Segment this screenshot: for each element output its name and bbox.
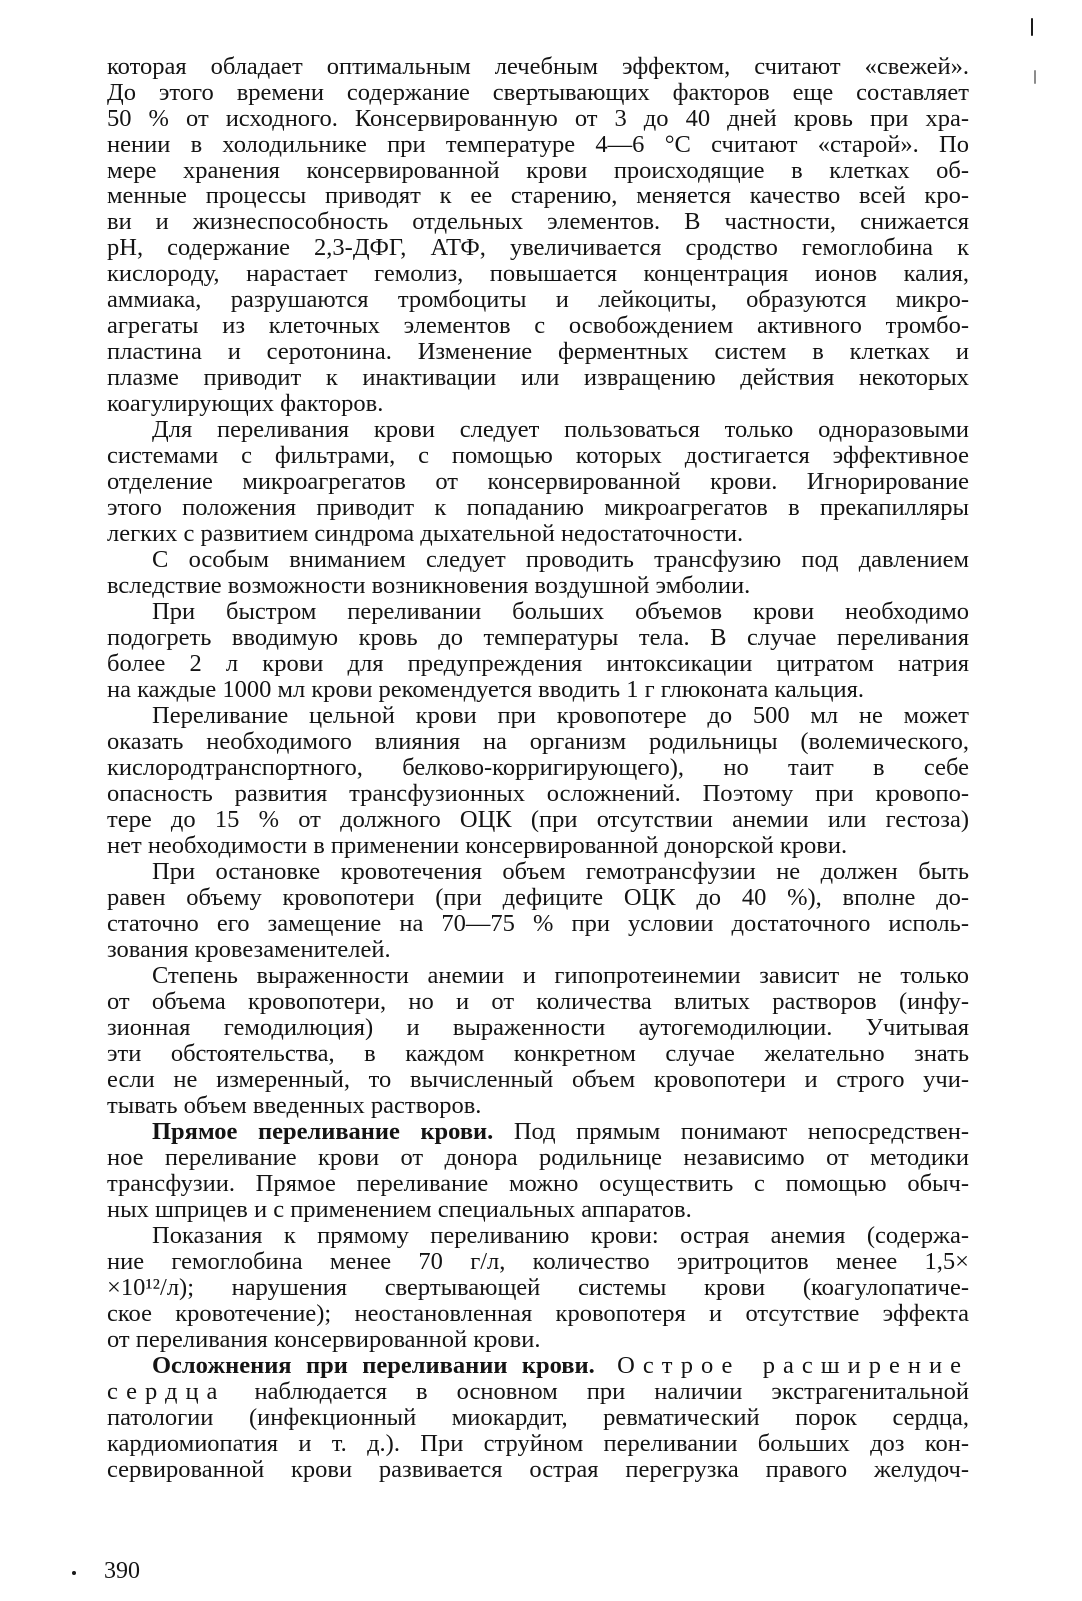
text-line: нении в холодильнике при температуре 4—6 °С считают «старой». По bbox=[107, 131, 969, 158]
text-line bbox=[107, 1353, 969, 1379]
text-line: зионная гемодилюция) и выраженности аутогемодилюции. Учитывая bbox=[107, 1014, 969, 1041]
text-line: мере хранения консервированной крови происходящие в клетках об- bbox=[107, 157, 969, 184]
text-line: При быстром переливании больших объемов крови необходимо bbox=[152, 599, 969, 626]
text-line: ×10¹²/л); нарушения свертывающей системы крови (коагулопатиче- bbox=[107, 1274, 969, 1301]
scan-speck bbox=[1034, 70, 1036, 84]
text-line: ви и жизнеспособность отдельных элементов. В частности, снижается bbox=[107, 209, 969, 236]
page-body bbox=[107, 54, 969, 1483]
text-line: на каждые 1000 мл крови рекомендуется вводить 1 г глюконата кальция. bbox=[107, 676, 865, 703]
text-line: статочно его замещение на 70—75 % при условии достаточного исполь- bbox=[107, 910, 969, 937]
text-line: ское кровотечение); неостановленная кровопотеря и отсутствие эффекта bbox=[107, 1300, 969, 1327]
text-line bbox=[107, 1119, 969, 1145]
paragraph bbox=[107, 417, 969, 546]
text-run: Под прямым понимают непосредствен- bbox=[493, 1119, 969, 1145]
text-line: этого положения приводит к попаданию микроагрегатов в прекапилляры bbox=[107, 494, 969, 521]
text-line: трансфузии. Прямое переливание можно осуществить с помощью обыч- bbox=[107, 1170, 969, 1197]
text-line: кардиомиопатия и т. д.). При струйном переливании больших доз кон- bbox=[107, 1430, 969, 1457]
spaced-term-continued: сердца bbox=[107, 1378, 226, 1405]
scan-speck bbox=[1031, 18, 1033, 36]
text-line: При остановке кровотечения объем гемотрансфузии не должен быть bbox=[152, 859, 969, 885]
text-line: ных шприцев и с применением специальных аппаратов. bbox=[107, 1196, 692, 1223]
text-line: которая обладает оптимальным лечебным эффектом, считают «свежей». bbox=[107, 54, 969, 80]
spaced-term: Острое расширение bbox=[594, 1353, 969, 1379]
text-line: аммиака, разрушаются тромбоциты и лейкоциты, образуются микро- bbox=[107, 287, 969, 313]
paragraph bbox=[107, 963, 969, 1118]
text-line: тере до 15 % от должного ОЦК (при отсутствии анемии или гестоза) bbox=[107, 806, 969, 833]
section-heading: Осложнения при переливании крови. bbox=[152, 1353, 595, 1379]
text-line: кислородтранспортного, белково-корригирующего), но таит в себе bbox=[107, 755, 969, 781]
paragraph bbox=[107, 1119, 969, 1223]
text-line: Степень выраженности анемии и гипопротеинемии зависит не только bbox=[152, 963, 969, 990]
paragraph bbox=[107, 859, 969, 963]
paragraph bbox=[107, 599, 969, 703]
text-line: менные процессы приводят к ее старению, меняется качество всей кро- bbox=[107, 183, 969, 210]
text-line: легких с развитием синдрома дыхательной недостаточности. bbox=[107, 520, 744, 547]
text-line: равен объему кровопотери (при дефиците ОЦК до 40 %), вполне до- bbox=[107, 885, 969, 911]
text-line: Для переливания крови следует пользоваться только одноразовыми bbox=[152, 416, 969, 443]
text-line: До этого времени содержание свертывающих факторов еще составляет bbox=[107, 79, 969, 106]
text-line: ние гемоглобина менее 70 г/л, количество эритроцитов менее 1,5× bbox=[107, 1248, 969, 1275]
paragraph bbox=[107, 703, 969, 858]
page-number: 390 bbox=[104, 1558, 140, 1584]
text-line bbox=[107, 1379, 969, 1405]
text-line: Показания к прямому переливанию крови: острая анемия (содержа- bbox=[152, 1223, 969, 1249]
text-line: опасность развития трансфузионных осложнений. Поэтому при кровопо- bbox=[107, 780, 969, 807]
text-line: ное переливание крови от донора родильнице независимо от методики bbox=[107, 1144, 969, 1171]
paragraph bbox=[107, 54, 969, 416]
text-line: кислороду, нарастает гемолиз, повышается концентрация ионов калия, bbox=[107, 261, 969, 288]
paragraph bbox=[107, 1223, 969, 1352]
text-line: агрегаты из клеточных элементов с освобождением активного тромбо- bbox=[107, 312, 969, 339]
text-line: С особым вниманием следует проводить трансфузию под давлением bbox=[152, 546, 969, 573]
text-line: тывать объем введенных растворов. bbox=[107, 1092, 482, 1119]
text-line: оказать необходимого влияния на организм родильницы (волемического, bbox=[107, 729, 969, 756]
text-line: 50 % от исходного. Консервированную от 3 до 40 дней кровь при хра- bbox=[107, 105, 969, 132]
text-line: пластина и серотонина. Изменение ферментных систем в клетках и bbox=[107, 338, 969, 365]
text-line: отделение микроагрегатов от консервированной крови. Игнорирование bbox=[107, 468, 969, 495]
section-heading: Прямое переливание крови. bbox=[152, 1119, 494, 1145]
scan-speck bbox=[72, 1571, 76, 1575]
text-line: патологии (инфекционный миокардит, ревматический порок сердца, bbox=[107, 1404, 969, 1431]
text-line: сервированной крови развивается острая перегрузка правого желудоч- bbox=[107, 1456, 969, 1483]
text-line: нет необходимости в применении консервированной донорской крови. bbox=[107, 832, 848, 859]
text-line: если не измеренный, то вычисленный объем кровопотери и строго учи- bbox=[107, 1066, 969, 1093]
text-line: эти обстоятельства, в каждом конкретном случае желательно знать bbox=[107, 1040, 969, 1067]
text-line: от переливания консервированной крови. bbox=[107, 1326, 541, 1353]
text-line: вследствие возможности возникновения воздушной эмболии. bbox=[107, 572, 751, 599]
text-line: системами с фильтрами, с помощью которых достигается эффективное bbox=[107, 442, 969, 469]
text-line: плазме приводит к инактивации или извращению действия некоторых bbox=[107, 364, 969, 391]
paragraph bbox=[107, 547, 969, 599]
text-line: более 2 л крови для предупреждения интоксикации цитратом натрия bbox=[107, 650, 969, 677]
text-line: зования кровезаменителей. bbox=[107, 936, 391, 963]
text-line: Переливание цельной крови при кровопотере до 500 мл не может bbox=[152, 703, 969, 730]
text-line: pH, содержание 2,3-ДФГ, АТФ, увеличивается сродство гемоглобина к bbox=[107, 235, 969, 262]
text-run: наблюдается в основном при наличии экстрагенитальной bbox=[225, 1378, 969, 1405]
text-line: от объема кровопотери, но и от количества влитых растворов (инфу- bbox=[107, 989, 969, 1015]
paragraph bbox=[107, 1353, 969, 1482]
text-line: коагулирующих факторов. bbox=[107, 390, 384, 417]
text-line: подогреть вводимую кровь до температуры тела. В случае переливания bbox=[107, 625, 969, 651]
